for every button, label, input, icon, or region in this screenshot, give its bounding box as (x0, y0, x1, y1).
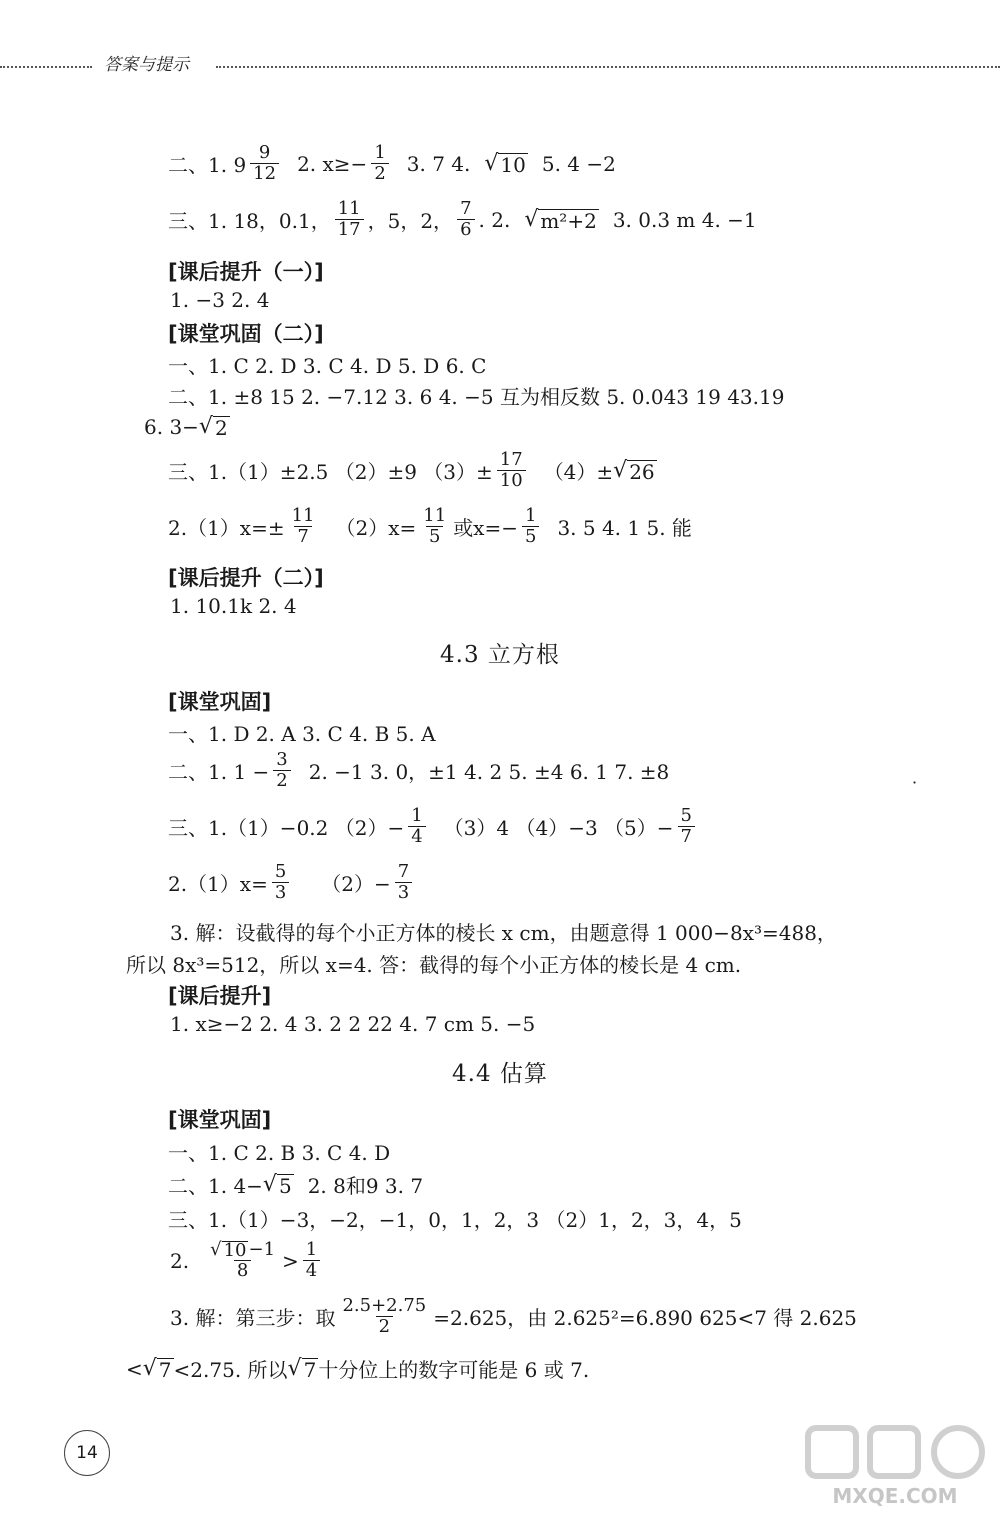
text-segment: 3. 解：第三步：取 (170, 1306, 336, 1330)
radicand: 5 (278, 1174, 292, 1198)
fraction-denominator: 7 (678, 826, 695, 847)
text-segment: 2.（1）x= (168, 872, 268, 896)
radicand: 7 (158, 1358, 172, 1382)
fraction (289, 506, 318, 547)
watermark (800, 1418, 990, 1518)
text-segment: 二、1. 4− (168, 1174, 263, 1198)
radical: √ m²+2 (524, 207, 597, 233)
fraction-numerator: 9 (258, 142, 271, 163)
text-segment: 三、1.（1）±2.5 （2）±9 （3）± (168, 460, 493, 484)
text-segment: 二、1. 9 (168, 153, 247, 177)
answer-line-kh-4-3: 1. x≥−2 2. 4 3. 2 2 22 4. 7 cm 5. −5 (170, 1012, 536, 1036)
text-segment: 三、1. 18，0.1， (168, 209, 331, 233)
answer-line-4-3-q3-a: 3. 解：设截得的每个小正方体的棱长 x cm，由题意得 1 000−8x³=488， (170, 921, 837, 945)
fraction-numerator: 5 (274, 861, 287, 882)
text-segment: <2.75. 所以 (173, 1358, 288, 1382)
text-segment: 3. 0.3 m 4. −1 (612, 207, 757, 232)
answer-line-4-3-san (168, 806, 699, 847)
answer-line-kt2-yi: 一、1. C 2. D 3. C 4. D 5. D 6. C (168, 354, 487, 378)
fraction (395, 862, 412, 903)
fraction-numerator: 11 (291, 505, 315, 526)
fraction-numerator: 11 (337, 198, 361, 219)
fraction-denominator: 12 (250, 163, 279, 184)
answer-line-4-4-yi: 一、1. C 2. B 3. C 4. D (168, 1141, 391, 1165)
text-segment: （2）x= (335, 516, 417, 540)
watermark-text: MXQE.COM (832, 1484, 958, 1508)
fraction (250, 143, 279, 184)
answer-line-4-4-q2 (170, 1240, 324, 1281)
fraction-denominator: 3 (395, 882, 412, 903)
section-title-kh1: [课后提升（一）] (168, 260, 324, 284)
watermark-logo-icon (800, 1418, 990, 1484)
answer-line-kt2-san (168, 450, 657, 491)
radicand: m²+2 (540, 209, 597, 233)
header-dotted-rule-left (0, 66, 92, 68)
text-segment: 十分位上的数字可能是 6 或 7. (318, 1358, 590, 1382)
text-segment: −1 (248, 1239, 276, 1260)
answer-line-er (168, 143, 616, 184)
radical: √ 7 (287, 1356, 317, 1382)
fraction (335, 199, 364, 240)
section-title-kt-4-4: [课堂巩固] (168, 1108, 272, 1132)
text-segment: （4）± (543, 460, 614, 484)
fraction-denominator: 10 (497, 470, 526, 491)
text-segment: =2.625，由 2.625²=6.890 625<7 得 2.625 (433, 1306, 857, 1330)
fraction-denominator: 4 (408, 826, 425, 847)
answer-line-kt2-er: 二、1. ±8 15 2. −7.12 3. 6 4. −5 互为相反数 5. 0.043 19 43.19 (168, 385, 785, 409)
text-segment: 二、1. 1 − (168, 760, 270, 784)
section-title-kh2: [课后提升（二）] (168, 566, 324, 590)
answer-line-san (168, 199, 757, 240)
fraction-denominator: 2 (371, 163, 388, 184)
answer-line-4-3-q3-b: 所以 8x³=512，所以 x=4. 答：截得的每个小正方体的棱长是 4 cm. (126, 953, 742, 977)
answer-line-4-3-yi: 一、1. D 2. A 3. C 4. B 5. A (168, 722, 436, 746)
fraction-denominator: 17 (335, 219, 364, 240)
fraction-denominator: 7 (294, 526, 311, 547)
text-segment: 2. (170, 1248, 190, 1273)
radicand: 10 (223, 1240, 247, 1261)
answer-line-kt2-2 (168, 506, 692, 547)
text-segment: . 2. (478, 207, 511, 232)
text-segment: （2）− (321, 872, 391, 896)
fraction (420, 506, 449, 547)
text-segment: 2. x≥− (297, 151, 368, 176)
radical: √ 5 (262, 1172, 292, 1198)
answer-line-4-4-san: 三、1.（1）−3，−2，−1，0，1，2，3 （2）1，2，3，4，5 (168, 1208, 742, 1232)
fraction-numerator: 5 (680, 805, 692, 826)
radical: √ 2 (198, 414, 228, 440)
fraction-numerator: 17 (499, 449, 523, 470)
text-segment: 6. 3− (144, 414, 199, 439)
answer-line-4-4-q3-a (170, 1296, 857, 1337)
fraction-denominator: 5 (426, 526, 443, 547)
fraction-numerator: 3 (276, 749, 288, 770)
fraction-denominator: 4 (303, 1260, 320, 1281)
answer-line-4-3-q2 (168, 862, 416, 903)
text-segment: 2. 8和9 3. 7 (307, 1174, 424, 1198)
radicand: 10 (500, 153, 526, 177)
text-segment: 或x=− (453, 516, 518, 540)
fraction-numerator: 2.5+2.75 (342, 1295, 427, 1316)
fraction (408, 806, 425, 847)
header-dotted-rule-right (216, 66, 1000, 68)
text-segment: < (126, 1356, 143, 1381)
section-title-kt2: [课堂巩固（二）] (168, 322, 324, 346)
text-segment: 三、1.（1）−0.2 （2）− (168, 816, 405, 840)
fraction (273, 750, 290, 791)
answer-line-4-3-er (168, 750, 669, 791)
radical: √ 7 (142, 1356, 172, 1382)
page-header (0, 48, 1000, 78)
fraction (371, 143, 388, 184)
fraction-denominator: 2 (376, 1316, 393, 1337)
fraction-denominator: 3 (272, 882, 289, 903)
fraction (339, 1296, 429, 1337)
text-segment: 2.（1）x=± (168, 516, 285, 540)
fraction (272, 862, 289, 903)
fraction (522, 506, 539, 547)
text-segment: 5. 4 −2 (541, 151, 616, 176)
radicand: 26 (629, 460, 655, 484)
fraction (497, 450, 526, 491)
fraction (303, 1240, 320, 1281)
text-segment: 3. 5 4. 1 5. 能 (557, 516, 692, 540)
section-title-kh-4-3: [课后提升] (168, 984, 272, 1008)
radical: √ 26 (613, 458, 655, 484)
section-heading-4-4: 4.4 估算 (452, 1061, 548, 1087)
stray-dot: · (912, 773, 918, 792)
fraction (678, 806, 695, 847)
fraction-denominator: 6 (457, 219, 474, 240)
fraction-numerator: 11 (423, 505, 447, 526)
fraction-denominator: 8 (234, 1260, 251, 1281)
fraction-numerator: 1 (411, 805, 423, 826)
radicand: 7 (303, 1358, 317, 1382)
answer-line-kt2-er6 (144, 414, 230, 439)
fraction-numerator: 1 (374, 142, 386, 163)
radical: √ 10 (210, 1239, 247, 1261)
page-number: 14 (64, 1430, 110, 1476)
radical: √ 10 (484, 151, 526, 177)
fraction (207, 1240, 278, 1281)
fraction (457, 199, 474, 240)
answer-line-kh2: 1. 10.1k 2. 4 (170, 594, 297, 618)
text-segment: > (282, 1248, 299, 1273)
section-heading-4-3: 4.3 立方根 (440, 642, 560, 668)
answer-line-kh1: 1. −3 2. 4 (170, 288, 270, 312)
fraction-numerator: 1 (305, 1239, 318, 1260)
text-segment: 2. −1 3. 0，±1 4. 2 5. ±4 6. 1 7. ±8 (308, 760, 670, 784)
fraction-numerator: 7 (397, 861, 410, 882)
section-title-kt-4-3: [课堂巩固] (168, 690, 272, 714)
text-segment: （3）4 （4）−3 （5）− (443, 816, 674, 840)
fraction-denominator: 2 (273, 770, 290, 791)
text-segment: 3. 7 4. (406, 151, 471, 176)
answer-line-4-4-q3-b (126, 1354, 589, 1383)
header-title: 答案与提示 (104, 55, 189, 75)
fraction-numerator: 1 (524, 505, 537, 526)
radicand: 2 (214, 416, 228, 440)
text-segment: ，5，2， (367, 209, 454, 233)
fraction-denominator: 5 (522, 526, 539, 547)
answer-line-4-4-er (168, 1170, 423, 1199)
fraction-numerator (207, 1240, 278, 1260)
fraction-numerator: 7 (460, 198, 472, 219)
